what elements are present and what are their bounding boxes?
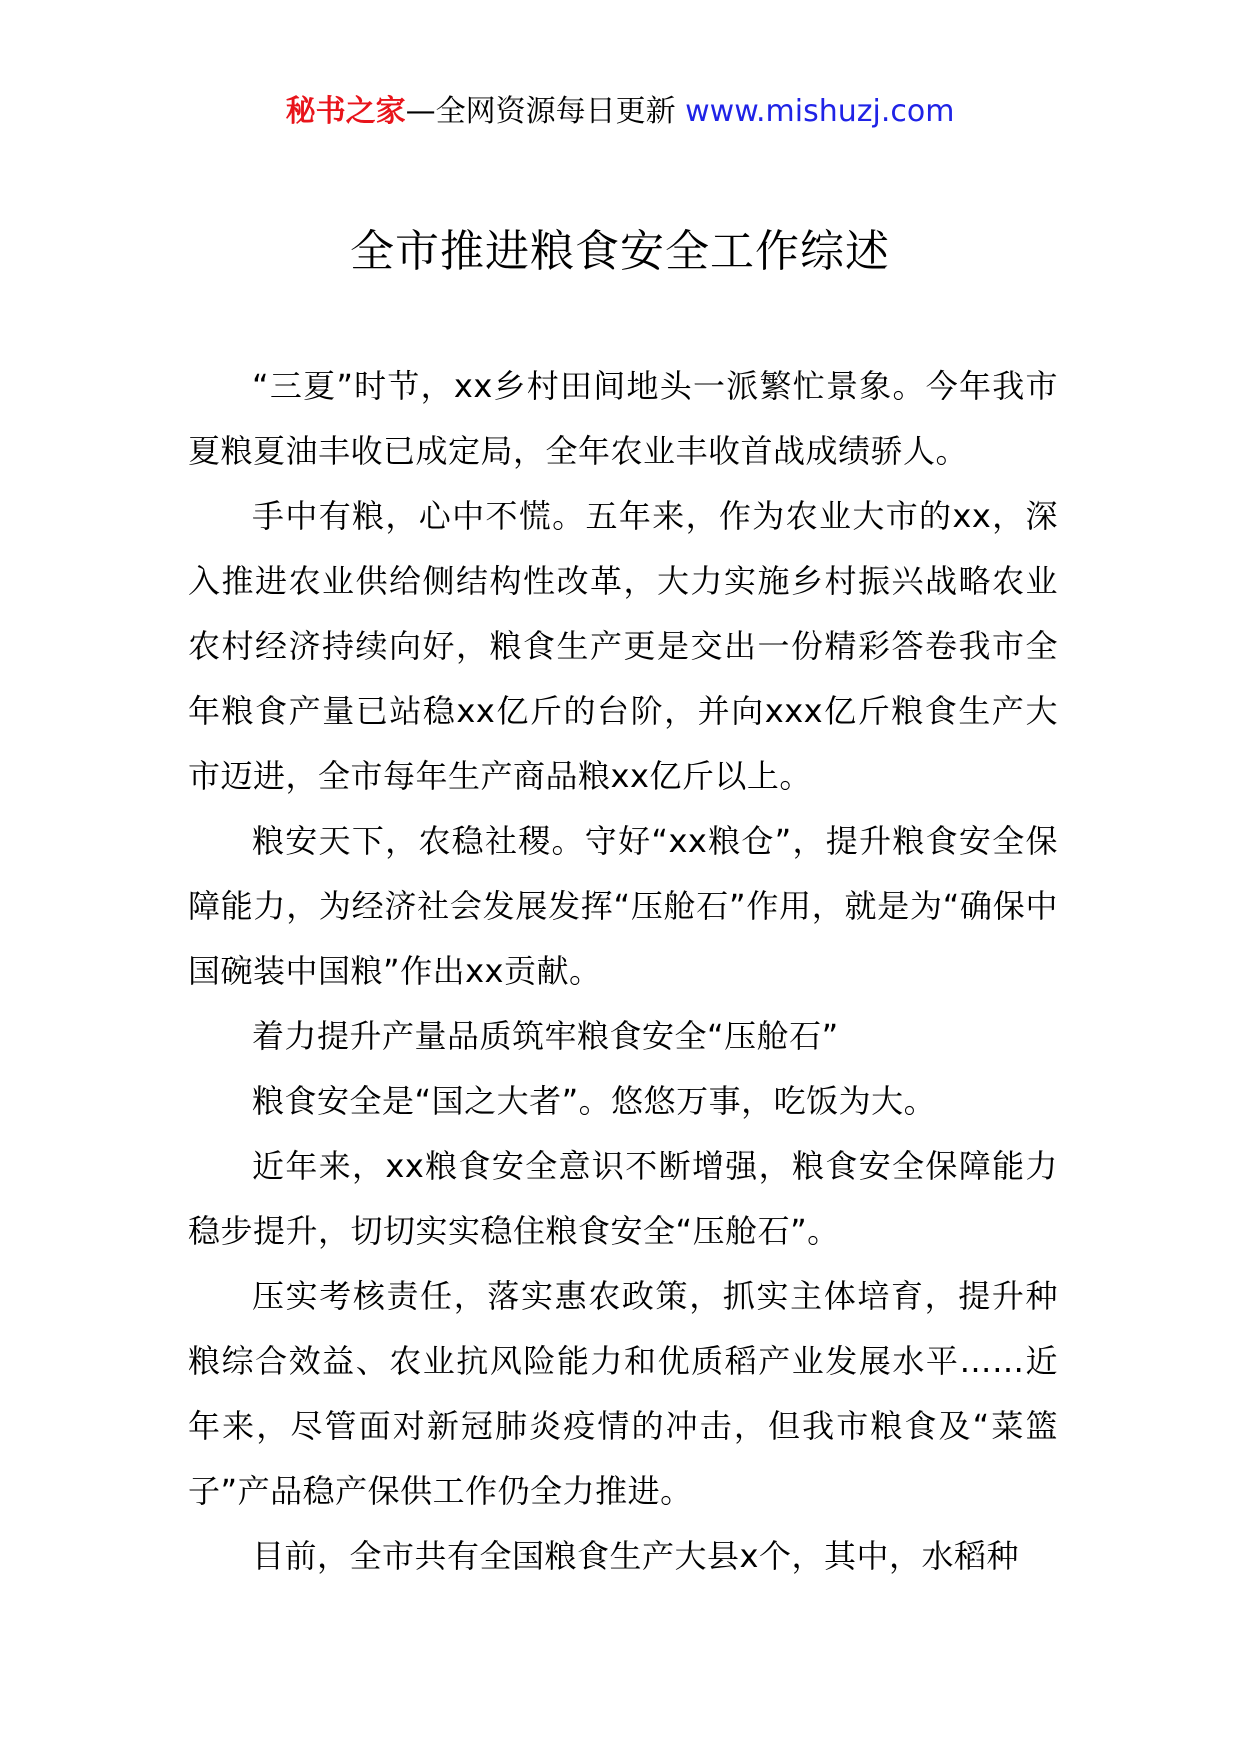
document-title: 全市推进粮食安全工作综述 — [350, 226, 890, 277]
paragraph: “三夏”时节，xx乡村田间地头一派繁忙景象。今年我市夏粮夏油丰收已成定局，全年农业丰收首战成绩骄人。 — [188, 367, 1058, 470]
paragraph: 粮食安全是“国之大者”。悠悠万事，吃饭为大。 — [252, 1082, 937, 1120]
paragraph: 近年来，xx粮食安全意识不断增强，粮食安全保障能力稳步提升，切切实实稳住粮食安全“压舱石”。 — [188, 1147, 1058, 1250]
site-url[interactable]: www.mishuzj.com — [685, 94, 955, 129]
brand-name: 秘书之家 — [285, 94, 406, 129]
paragraph: 压实考核责任，落实惠农政策，抓实主体培育，提升种粮综合效益、农业抗风险能力和优质稻产业发展水平……近年来，尽管面对新冠肺炎疫情的冲击，但我市粮食及“菜篮子”产品稳产保供工作仍全力推进。 — [188, 1277, 1058, 1510]
paragraph: 粮安天下，农稳社稷。守好“xx粮仓”，提升粮食安全保障能力，为经济社会发展发挥“压舱石”作用，就是为“确保中国碗装中国粮”作出xx贡献。 — [188, 822, 1058, 990]
paragraph: 目前，全市共有全国粮食生产大县x个，其中，水稻种 — [252, 1537, 1019, 1575]
paragraph: 手中有粮，心中不慌。五年来，作为农业大市的xx，深入推进农业供给侧结构性改革，大力实施乡村振兴战略农业农村经济持续向好，粮食生产更是交出一份精彩答卷我市全年粮食产量已站稳xx亿斤的台阶，并向xxx亿斤粮食生产大市迈进，全市每年生产商品粮xx亿斤以上。 — [188, 497, 1058, 795]
site-header — [0, 92, 1240, 132]
header-tagline: —全网资源每日更新 — [405, 94, 686, 129]
document-body — [188, 354, 1058, 1589]
section-heading: 着力提升产量品质筑牢粮食安全“压舱石” — [252, 1017, 839, 1055]
